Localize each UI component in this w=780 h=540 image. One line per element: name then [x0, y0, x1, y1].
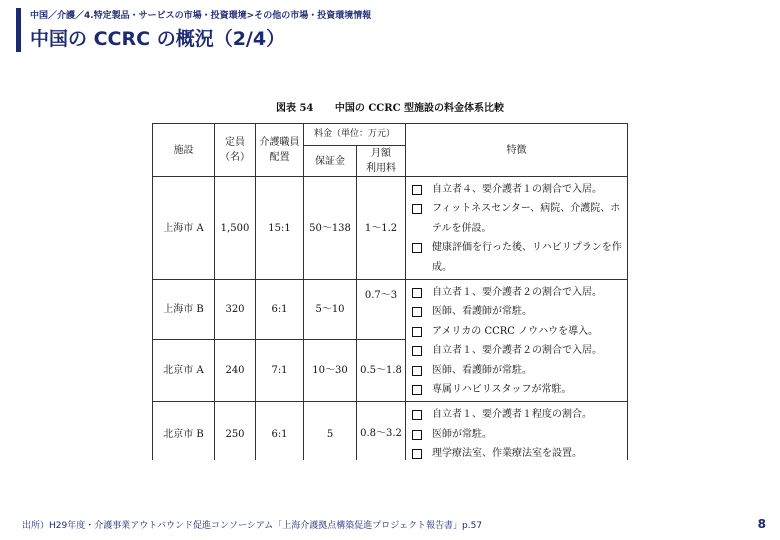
source-note: 出所）H29年度・介護事業アウトバウンド促進コンソーシアム「上海介護拠点構築促進プロジェクト報告書」p.57	[22, 521, 483, 531]
table-row	[153, 402, 628, 460]
row-deposit: 50～138	[304, 177, 357, 280]
header-facility: 施設	[153, 124, 215, 177]
row-monthly: 0.5～1.8	[357, 340, 406, 402]
row-monthly: 0.8～3.2	[357, 402, 406, 460]
checkbox-square-icon	[412, 185, 422, 195]
list-item: 自立者４、要介護者１の割合で入居。	[412, 180, 623, 199]
checkbox-square-icon	[412, 430, 422, 440]
row-facility: 上海市 B	[153, 280, 215, 340]
checkbox-square-icon	[412, 449, 422, 459]
list-item: 自立者１、要介護者２の割合で入居。	[412, 341, 623, 360]
header-capacity-label: 定員	[225, 137, 245, 148]
checkbox-square-icon	[412, 410, 422, 420]
header-features: 特徴	[406, 124, 628, 177]
fee-comparison-table	[152, 123, 628, 460]
list-item: 自立者１、要介護者１程度の割合。	[412, 405, 623, 424]
row-monthly: 0.7～3	[357, 280, 406, 340]
row-staff: 15:1	[256, 177, 304, 280]
figure-image	[150, 95, 630, 460]
list-item: 医師が常駐。	[412, 425, 623, 444]
list-item: 医師、看護師が常駐。	[412, 361, 623, 380]
breadcrumb: 中国／介護／4.特定製品・サービスの市場・投資環境>その他の市場・投資環境情報	[30, 11, 372, 21]
header-staff-label: 介護職員	[259, 137, 300, 148]
header-deposit: 保証金	[304, 146, 357, 177]
list-item: アメリカの CCRC ノウハウを導入。	[412, 322, 623, 341]
row-facility: 北京市 B	[153, 402, 215, 460]
header-monthly	[357, 146, 406, 177]
row-capacity: 250	[215, 402, 256, 460]
list-item: 専属リハビリスタッフが常駐。	[412, 380, 623, 399]
list-item: 医師、看護師が常駐。	[412, 302, 623, 321]
table-row	[153, 280, 628, 340]
row-facility: 北京市 A	[153, 340, 215, 402]
header-staff-sub: 配置	[269, 152, 290, 163]
checkbox-square-icon	[412, 204, 422, 214]
figure-caption	[150, 99, 630, 114]
row-capacity: 1,500	[215, 177, 256, 280]
list-item: 健康評価を行った後、リハビリプランを作成。	[412, 238, 623, 277]
checkbox-square-icon	[412, 327, 422, 337]
checkbox-square-icon	[412, 243, 422, 253]
list-item: フィットネスセンター、病院、介護院、ホテルを併設。	[412, 199, 623, 238]
table-row	[153, 177, 628, 280]
row-staff: 6:1	[256, 402, 304, 460]
header-monthly-label: 月額	[371, 148, 391, 159]
row-deposit: 5	[304, 402, 357, 460]
figure-caption-number: 図表 54	[275, 103, 314, 114]
row-monthly: 1～1.2	[357, 177, 406, 280]
checkbox-square-icon	[412, 346, 422, 356]
row-capacity: 240	[215, 340, 256, 402]
row-capacity: 320	[215, 280, 256, 340]
row-deposit: 5～10	[304, 280, 357, 340]
list-item: 自立者１、要介護者２の割合で入居。	[412, 283, 623, 302]
header-capacity-unit: （名）	[220, 152, 250, 163]
page-title: 中国の CCRC の概況（2/4）	[30, 28, 286, 50]
header-staff	[256, 124, 304, 177]
row-features	[406, 177, 628, 280]
row-staff: 6:1	[256, 280, 304, 340]
checkbox-square-icon	[412, 366, 422, 376]
checkbox-square-icon	[412, 288, 422, 298]
list-item: 理学療法室、作業療法室を設置。	[412, 444, 623, 460]
header-capacity	[215, 124, 256, 177]
title-accent-bar	[16, 8, 21, 52]
page-number: 8	[757, 517, 766, 531]
row-facility: 上海市 A	[153, 177, 215, 280]
header-monthly-sub: 利用料	[366, 163, 396, 174]
header-fee: 料金（単位：万元）	[304, 124, 406, 146]
checkbox-square-icon	[412, 385, 422, 395]
row-features	[406, 402, 628, 460]
row-features	[406, 280, 628, 402]
figure-caption-title: 中国の CCRC 型施設の料金体系比較	[334, 103, 505, 114]
row-staff: 7:1	[256, 340, 304, 402]
row-deposit: 10～30	[304, 340, 357, 402]
checkbox-square-icon	[412, 307, 422, 317]
